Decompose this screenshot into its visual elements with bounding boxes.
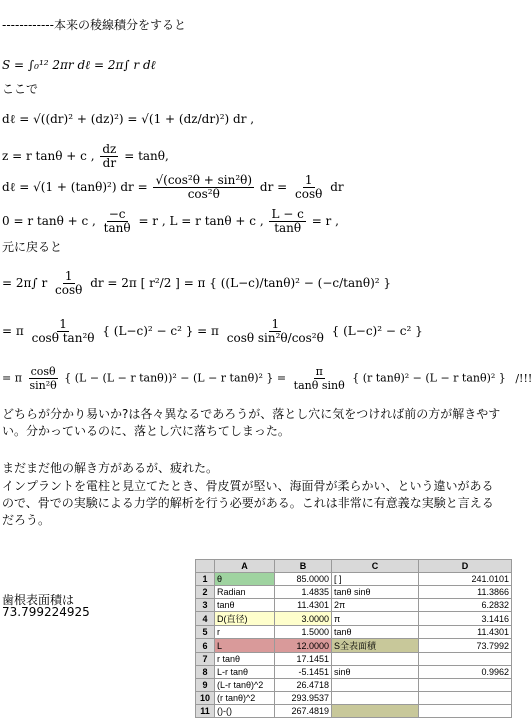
- cell-c8[interactable]: sinθ: [332, 666, 419, 679]
- cell-b1[interactable]: 85.0000: [275, 573, 332, 586]
- equation-dl2: [2, 174, 344, 201]
- surface-area-value: 73.799224925: [2, 605, 90, 619]
- row-header[interactable]: 4: [196, 612, 215, 626]
- spreadsheet: [195, 559, 512, 718]
- table-row: [196, 692, 512, 705]
- dl2-fraction: [153, 174, 254, 201]
- dl2-num: √(cos²θ + sin²θ): [155, 173, 253, 187]
- equation-s: S = ∫₀¹² 2πr dℓ = 2π∫ r dℓ: [2, 58, 156, 72]
- i3-b: { (L − (L − r tanθ))² − (L − r tanθ)² } =: [64, 371, 287, 385]
- i1-e: { ((L−c)/tanθ)² − (−c/tanθ)² }: [209, 276, 392, 290]
- i2-den: cosθ tan²θ: [31, 331, 95, 345]
- cell-d9[interactable]: [419, 679, 512, 692]
- cell-d3[interactable]: 6.2832: [419, 599, 512, 612]
- cell-d7[interactable]: [419, 653, 512, 666]
- row-header[interactable]: 11: [196, 705, 215, 718]
- col-header-c[interactable]: C: [332, 560, 419, 573]
- cell-c10[interactable]: [332, 692, 419, 705]
- dl2-fraction2: [293, 174, 324, 201]
- cell-d11[interactable]: [419, 705, 512, 718]
- header-line: ------------本来の稜線積分をすると: [2, 18, 186, 32]
- cell-c2[interactable]: tanθ sinθ: [332, 586, 419, 599]
- paragraph-3: インプラントを電柱と見立てたとき、骨皮質が堅い、海面骨が柔らかい、という違いがあるので、骨での実験による力学的解析を行う必要がある。これは非常に有意義な実験と言えるだろう。: [2, 479, 494, 527]
- table-row: [196, 705, 512, 718]
- i2-num2: 1: [271, 317, 280, 331]
- equation-z: [2, 143, 169, 170]
- zero-b: = r , L = r tanθ + c ,: [138, 214, 264, 228]
- koko-label: ここで: [2, 82, 39, 96]
- i3-c: { (r tanθ)² − (L − r tanθ)² }: [352, 371, 506, 385]
- zero-fraction: [102, 208, 133, 235]
- equation-i3: [2, 365, 532, 392]
- equation-i1: [2, 270, 391, 297]
- table-row: [196, 653, 512, 666]
- i2-den2: cosθ sin²θ/cos²θ: [226, 331, 324, 345]
- cell-d2[interactable]: 11.3866: [419, 586, 512, 599]
- col-header-d[interactable]: D: [419, 560, 512, 573]
- paragraph-2: まだまだ他の解き方があるが、疲れた。: [2, 461, 219, 475]
- cell-b10[interactable]: 293.9537: [275, 692, 332, 705]
- table-row: [196, 573, 512, 586]
- col-header-a[interactable]: A: [215, 560, 275, 573]
- cell-c4[interactable]: π: [332, 612, 419, 626]
- cell-a8[interactable]: L-r tanθ: [215, 666, 275, 679]
- dl2-den: cos²θ: [187, 187, 220, 201]
- i3-a: = π: [2, 371, 22, 385]
- dzdr-fraction: [100, 143, 118, 170]
- cell-c1[interactable]: [ ]: [332, 573, 419, 586]
- col-header-b[interactable]: B: [275, 560, 332, 573]
- paragraph-1: どちらが分かり易いか?は各々異なるであろうが、落とし穴に気をつければ前の方が解きやすい。分かっているのに、落とし穴に落ちてしまった。: [2, 407, 501, 438]
- table-row: [196, 612, 512, 626]
- cell-b7[interactable]: 17.1451: [275, 653, 332, 666]
- cell-c6[interactable]: S全表面積: [332, 639, 419, 653]
- row-header[interactable]: 8: [196, 666, 215, 679]
- dl2-c: dr: [330, 180, 344, 194]
- cell-a11[interactable]: ()-(): [215, 705, 275, 718]
- zero-den: tanθ: [103, 221, 131, 235]
- i3-den: sin²θ: [29, 379, 57, 392]
- table-row: [196, 586, 512, 599]
- zero-num: −c: [108, 207, 126, 221]
- zero-num2: L − c: [271, 207, 304, 221]
- row-header[interactable]: 5: [196, 626, 215, 639]
- cell-a6[interactable]: L: [215, 639, 275, 653]
- i2-num: 1: [59, 317, 67, 331]
- i2-c: { (L−c)² − c² }: [331, 324, 423, 338]
- table-row: [196, 666, 512, 679]
- cell-d8[interactable]: 0.9962: [419, 666, 512, 679]
- cell-a3[interactable]: tanθ: [215, 599, 275, 612]
- equation-dl: dℓ = √((dr)² + (dz)²) = √(1 + (dz/dr)²) dr ,: [2, 112, 255, 126]
- i1-a: = 2π∫ r: [2, 276, 48, 290]
- equation-zero: [2, 208, 339, 235]
- cell-a9[interactable]: (L-r tanθ)^2: [215, 679, 275, 692]
- dl2-den2: cosθ: [295, 187, 323, 201]
- dl2-num2: 1: [304, 173, 313, 187]
- cell-c7[interactable]: [332, 653, 419, 666]
- table-row: [196, 599, 512, 612]
- cell-b8[interactable]: -5.1451: [275, 666, 332, 679]
- table-row: [196, 679, 512, 692]
- i3-den2: tanθ sinθ: [293, 379, 345, 392]
- dzdr-den: dr: [102, 156, 117, 170]
- cell-b5[interactable]: 1.5000: [275, 626, 332, 639]
- i1-num: 1: [64, 269, 73, 283]
- cell-d5[interactable]: 11.4301: [419, 626, 512, 639]
- cell-d4[interactable]: 3.1416: [419, 612, 512, 626]
- sheet-header-row: [196, 560, 512, 573]
- cell-d10[interactable]: [419, 692, 512, 705]
- table-row: [196, 626, 512, 639]
- cell-b4[interactable]: 3.0000: [275, 612, 332, 626]
- cell-c9[interactable]: [332, 679, 419, 692]
- zero-c: = r ,: [311, 214, 339, 228]
- i3-num2: π: [315, 365, 323, 378]
- cell-d6[interactable]: 73.7992: [419, 639, 512, 653]
- cell-d1[interactable]: 241.0101: [419, 573, 512, 586]
- i1-b: dr = 2π: [90, 276, 137, 290]
- zero-den2: tanθ: [274, 221, 302, 235]
- row-header[interactable]: 9: [196, 679, 215, 692]
- row-header[interactable]: 7: [196, 653, 215, 666]
- cell-c11[interactable]: [332, 705, 419, 718]
- cell-a4[interactable]: D(直径): [215, 612, 275, 626]
- cell-b11[interactable]: 267.4819: [275, 705, 332, 718]
- cell-b9[interactable]: 26.4718: [275, 679, 332, 692]
- sheet-corner[interactable]: [196, 560, 215, 573]
- i3-end: /!!!: [515, 371, 532, 385]
- cell-a2[interactable]: Radian: [215, 586, 275, 599]
- i1-c: [ r²/2 ]: [140, 276, 180, 290]
- cell-c5[interactable]: tanθ: [332, 626, 419, 639]
- cell-b6[interactable]: 12.0000: [275, 639, 332, 653]
- motoni-label: 元に戻ると: [2, 240, 63, 254]
- row-header[interactable]: 10: [196, 692, 215, 705]
- cell-b3[interactable]: 11.4301: [275, 599, 332, 612]
- i2-fraction2: [225, 318, 326, 345]
- equation-i2: [2, 318, 423, 345]
- row-header[interactable]: 1: [196, 573, 215, 586]
- z-end: = tanθ,: [124, 149, 169, 163]
- z-text: z = r tanθ + c ,: [2, 149, 95, 163]
- i2-fraction: [30, 318, 97, 345]
- dl2-b: dr =: [259, 180, 288, 194]
- row-header[interactable]: 3: [196, 599, 215, 612]
- i1-fraction: [53, 270, 84, 297]
- cell-a10[interactable]: (r tanθ)^2: [215, 692, 275, 705]
- i1-d: = π: [183, 276, 206, 290]
- i3-fraction2: [292, 365, 347, 392]
- cell-a1[interactable]: θ: [215, 573, 275, 586]
- zero-a: 0 = r tanθ + c ,: [2, 214, 96, 228]
- cell-b2[interactable]: 1.4835: [275, 586, 332, 599]
- surface-area-label: 歯根表面積は: [2, 593, 75, 607]
- dzdr-num: dz: [102, 142, 117, 156]
- table-row: [196, 639, 512, 653]
- row-header[interactable]: 2: [196, 586, 215, 599]
- zero-fraction2: [269, 208, 305, 235]
- i3-fraction: [27, 365, 58, 392]
- cell-a7[interactable]: r tanθ: [215, 653, 275, 666]
- i3-num: cosθ: [30, 365, 56, 378]
- i2-b: { (L−c)² − c² } = π: [102, 324, 219, 338]
- i2-a: = π: [2, 324, 24, 338]
- i1-den: cosθ: [55, 283, 83, 297]
- cell-a5[interactable]: r: [215, 626, 275, 639]
- row-header[interactable]: 6: [196, 639, 215, 653]
- dl2-a: dℓ = √(1 + (tanθ)²) dr =: [2, 180, 148, 194]
- cell-c3[interactable]: 2π: [332, 599, 419, 612]
